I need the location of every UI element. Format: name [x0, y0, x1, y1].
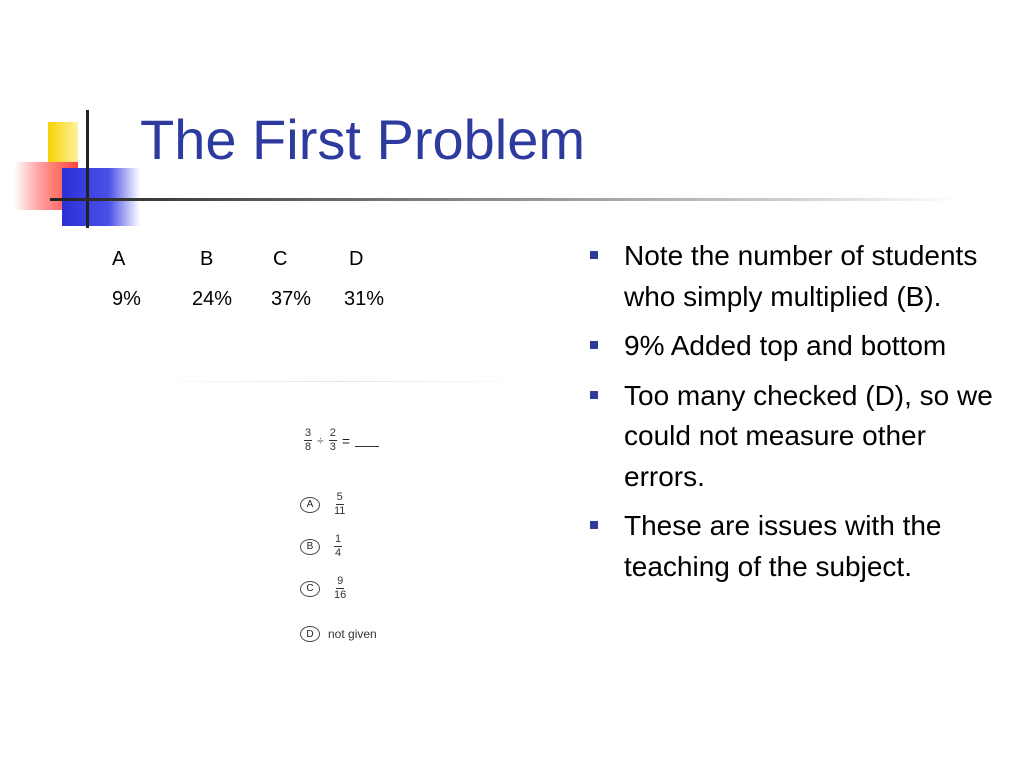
- answer-stats: [112, 248, 442, 328]
- question-stem: [304, 428, 379, 453]
- bullet-square-icon: [590, 521, 598, 529]
- bullet-square-icon: [590, 391, 598, 399]
- equals-sign: =: [341, 432, 351, 449]
- decoration-blue-block: [62, 168, 140, 226]
- bullet-square-icon: [590, 341, 598, 349]
- choice-b: [300, 534, 342, 559]
- bullet-text: 9% Added top and bottom: [624, 330, 947, 361]
- stats-percent-a: 9%: [112, 288, 141, 310]
- bullet-text: Note the number of students who simply multiplied (B).: [624, 240, 978, 312]
- stats-percent-b: 24%: [192, 288, 233, 310]
- faint-divider: [140, 381, 540, 382]
- answer-blank: [355, 434, 379, 447]
- stats-percent-row: [112, 288, 442, 328]
- decoration-vertical-line: [86, 110, 89, 228]
- bullet-square-icon: [590, 251, 598, 259]
- choice-circle: C: [300, 581, 320, 597]
- choice-fraction: $\frac{5}{11}$: [334, 491, 346, 517]
- divide-operator: ÷: [317, 433, 324, 448]
- slide-title: The First Problem: [140, 108, 585, 171]
- question-image: [300, 428, 410, 658]
- title-underline: [50, 198, 960, 201]
- choice-fraction: $\frac{9}{16}$: [334, 575, 347, 601]
- bullet-item: [590, 376, 1000, 498]
- bullet-list: [590, 236, 1000, 596]
- stats-options-row: [112, 248, 442, 288]
- choice-d: [300, 626, 377, 642]
- bullet-item: [590, 236, 1000, 317]
- choice-c: [300, 576, 346, 601]
- fraction-operand-1: $\frac{3}{8}$: [305, 427, 312, 453]
- choice-circle: D: [300, 626, 320, 642]
- stats-option-d: D: [349, 248, 364, 270]
- bullet-text: These are issues with the teaching of the subject.: [624, 510, 942, 582]
- bullet-item: [590, 326, 1000, 367]
- choice-circle: B: [300, 539, 320, 555]
- stats-option-c: C: [273, 248, 288, 270]
- choice-circle: A: [300, 497, 320, 513]
- choice-fraction: $\frac{1}{4}$: [335, 533, 342, 559]
- choice-a: [300, 492, 345, 517]
- stats-percent-d: 31%: [344, 288, 385, 310]
- stats-option-a: A: [112, 248, 126, 270]
- bullet-text: Too many checked (D), so we could not measure other errors.: [624, 379, 993, 492]
- fraction-operand-2: $\frac{2}{3}$: [329, 427, 336, 453]
- stats-percent-c: 37%: [271, 288, 312, 310]
- choice-text: not given: [328, 627, 377, 641]
- stats-option-b: B: [200, 248, 214, 270]
- bullet-item: [590, 506, 1000, 587]
